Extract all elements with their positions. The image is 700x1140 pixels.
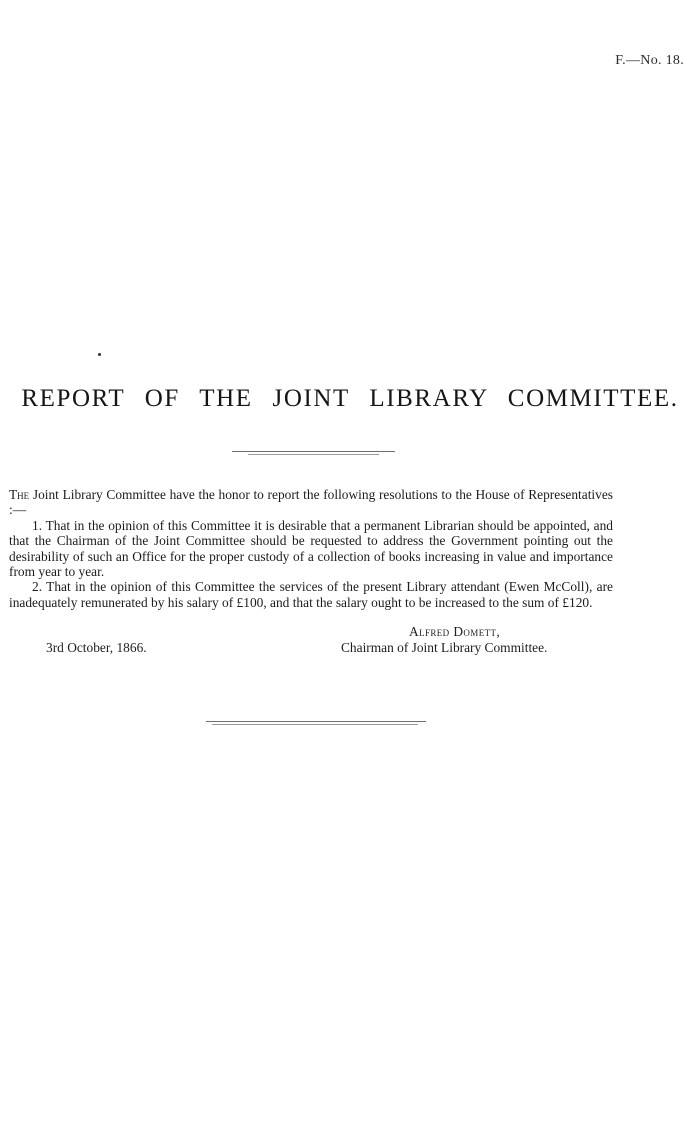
signatory-name: Alfred Domett, <box>409 624 501 639</box>
report-title: REPORT OF THE JOINT LIBRARY COMMITTEE. <box>21 385 679 412</box>
closing-divider <box>206 721 426 722</box>
closing-divider-inner <box>212 724 418 725</box>
resolution-1: 1. That in the opinion of this Committee it is desirable that a permanent Librarian should be appointed, and that the Chairman of the Joint Committee should be requested to address the Government pointing out the desirability of such an Office for the proper custody of a collection of books increasing in value and importance from year to year. <box>9 517 613 580</box>
signatory-role: Chairman of Joint Library Committee. <box>341 640 548 655</box>
resolution-2: 2. That in the opinion of this Committee the services of the present Library attendant (Ewen McColl), are inadequately remunerated by his salary of £100, and that the salary ought to be increased to the sum of £120. <box>9 579 613 610</box>
intro-lead-word: The <box>9 487 30 502</box>
report-date: 3rd October, 1866. <box>46 640 147 655</box>
print-speck <box>98 353 101 356</box>
title-divider-inner <box>248 454 379 455</box>
intro-paragraph <box>9 487 613 518</box>
document-reference: F.—No. 18. <box>615 53 684 68</box>
intro-text: Joint Library Committee have the honor to report the following resolutions to the House of Representatives :— <box>9 487 613 518</box>
title-divider <box>232 451 395 452</box>
report-body <box>9 487 613 610</box>
